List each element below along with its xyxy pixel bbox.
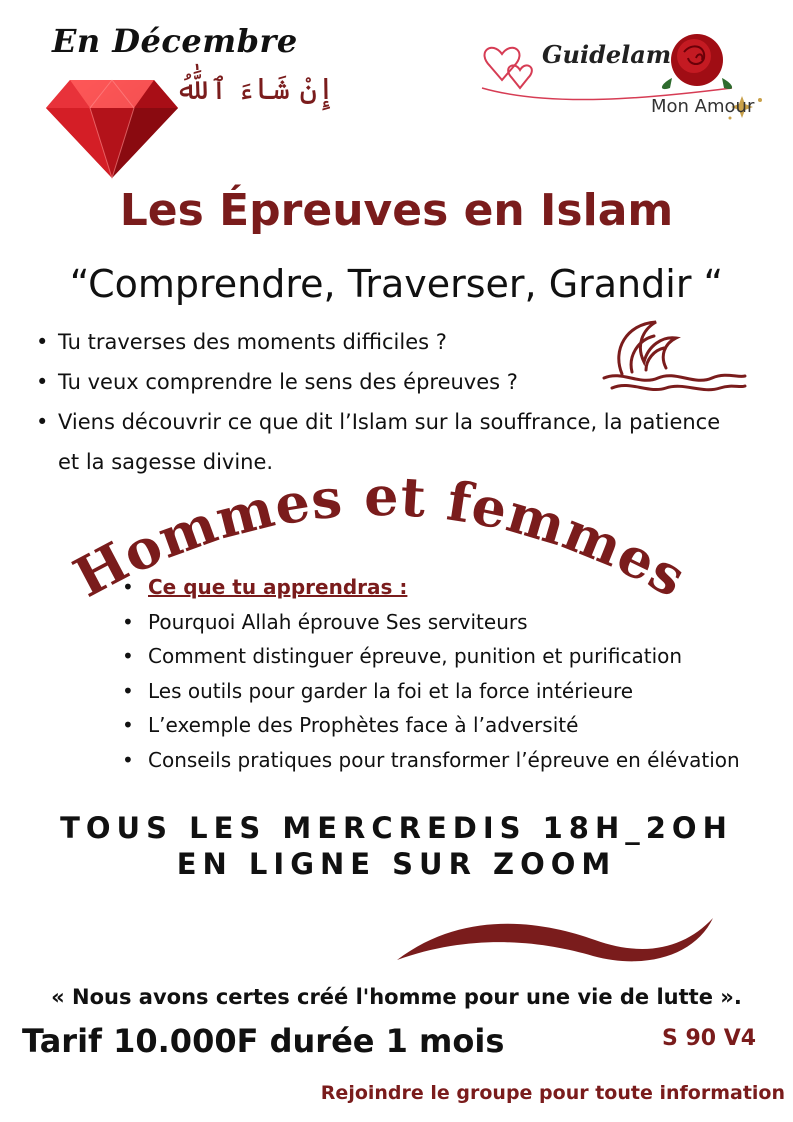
page-title: Les Épreuves en Islam xyxy=(119,185,674,236)
list-item: • L’exemple des Prophètes face à l’adversité xyxy=(118,708,788,743)
wave-icon xyxy=(602,316,747,396)
tarif: Tarif 10.000F durée 1 mois xyxy=(22,1022,505,1060)
join-group-text: Rejoindre le groupe pour toute information xyxy=(320,1082,785,1104)
list-item: • Tu veux comprendre le sens des épreuves ? xyxy=(36,362,746,402)
quote: « Nous avons certes créé l'homme pour une vie de lutte ». xyxy=(51,985,742,1009)
ruby-diamond-icon xyxy=(42,72,182,182)
page-subtitle: “Comprendre, Traverser, Grandir “ xyxy=(69,262,724,306)
list-item: • Viens découvrir ce que dit l’Islam sur la souffrance, la patience et la sagesse divine. xyxy=(36,402,746,482)
list-item: • Les outils pour garder la foi et la force intérieure xyxy=(118,674,788,709)
list-item: • Tu traverses des moments difficiles ? xyxy=(36,322,746,362)
rose-icon xyxy=(662,34,732,89)
schedule-line-1: TOUS LES MERCREDIS 18H_2OH xyxy=(60,811,733,845)
logo-subtitle: Mon Amour xyxy=(651,96,755,117)
swoosh-decoration xyxy=(395,912,715,968)
learn-list xyxy=(118,570,788,777)
verse-reference: S 90 V4 xyxy=(662,1026,757,1051)
date-label: En Décembre xyxy=(52,22,298,60)
audience-title: Hommes et femmes xyxy=(63,463,698,610)
list-item: • Comment distinguer épreuve, punition et purification xyxy=(118,639,788,674)
schedule-line-2: EN LIGNE SUR ZOOM xyxy=(176,847,617,881)
schedule xyxy=(0,810,793,882)
inshallah-text: إِنْ شَاءَ ٱللَّٰهُ xyxy=(175,72,335,107)
logo-name: Guidelam xyxy=(542,40,672,69)
learn-heading: • Ce que tu apprendras : xyxy=(118,570,788,605)
list-item: • Conseils pratiques pour transformer l’épreuve en élévation xyxy=(118,743,788,778)
list-item: • Pourquoi Allah éprouve Ses serviteurs xyxy=(118,605,788,640)
